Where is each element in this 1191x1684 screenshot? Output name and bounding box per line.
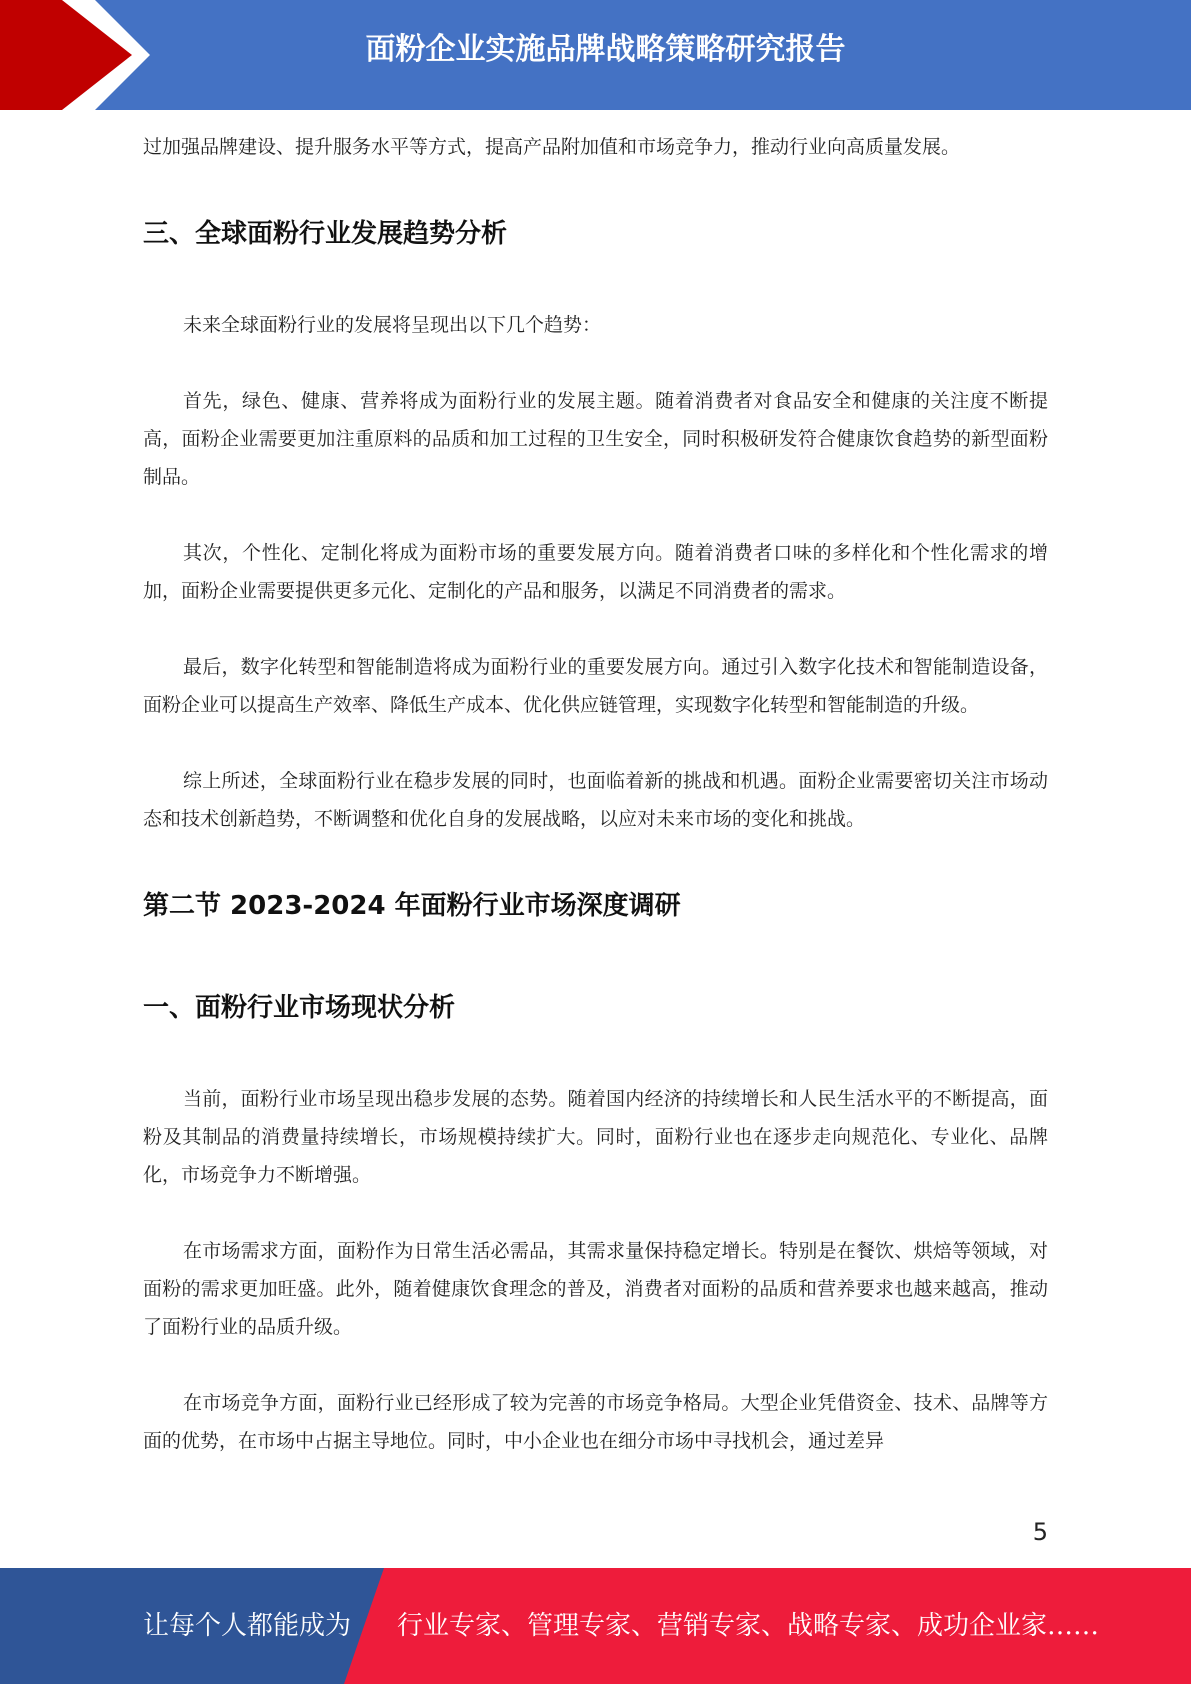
paragraph-current: 当前，面粉行业市场呈现出稳步发展的态势。随着国内经济的持续增长和人民生活水平的不断提高，面粉及其制品的消费量持续增长，市场规模持续扩大。同时，面粉行业也在逐步走向规范化、专业化、品牌化，市场竞争力不断增强。 [143,1088,1048,1186]
heading-section-2: 第二节 2023-2024 年面粉行业市场深度调研 [143,891,681,921]
footer-slogan-right: 行业专家、管理专家、营销专家、战略专家、成功企业家…… [397,1611,1100,1641]
paragraph-first: 首先，绿色、健康、营养将成为面粉行业的发展主题。随着消费者对食品安全和健康的关注度不断提高，面粉企业需要更加注重原料的品质和加工过程的卫生安全，同时积极研发符合健康饮食趋势的新型面粉制品。 [143,390,1048,488]
document-title: 面粉企业实施品牌战略策略研究报告 [365,32,846,67]
header-banner [0,0,1191,110]
footer-banner [0,1568,1191,1684]
heading-market-status: 一、面粉行业市场现状分析 [143,993,456,1023]
paragraph-summary: 综上所述，全球面粉行业在稳步发展的同时，也面临着新的挑战和机遇。面粉企业需要密切关注市场动态和技术创新趋势，不断调整和优化自身的发展战略，以应对未来市场的变化和挑战。 [143,770,1048,830]
paragraph-last: 最后，数字化转型和智能制造将成为面粉行业的重要发展方向。通过引入数字化技术和智能制造设备，面粉企业可以提高生产效率、降低生产成本、优化供应链管理，实现数字化转型和智能制造的升级。 [143,656,1048,716]
heading-global-trends: 三、全球面粉行业发展趋势分析 [143,219,508,249]
paragraph-demand: 在市场需求方面，面粉作为日常生活必需品，其需求量保持稳定增长。特别是在餐饮、烘焙等领域，对面粉的需求更加旺盛。此外，随着健康饮食理念的普及，消费者对面粉的品质和营养要求也越来越高，推动了面粉行业的品质升级。 [143,1240,1048,1338]
page-number: 5 [1032,1518,1048,1546]
paragraph-trend-intro: 未来全球面粉行业的发展将呈现出以下几个趋势： [183,314,602,336]
document-body [143,128,1048,1460]
paragraph-intro: 过加强品牌建设、提升服务水平等方式，提高产品附加值和市场竞争力，推动行业向高质量发展。 [143,136,961,158]
paragraph-competition: 在市场竞争方面，面粉行业已经形成了较为完善的市场竞争格局。大型企业凭借资金、技术、品牌等方面的优势，在市场中占据主导地位。同时，中小企业也在细分市场中寻找机会，通过差异 [143,1392,1048,1452]
footer-slogan-left: 让每个人都能成为 [143,1611,352,1641]
paragraph-second: 其次，个性化、定制化将成为面粉市场的重要发展方向。随着消费者口味的多样化和个性化需求的增加，面粉企业需要提供更多元化、定制化的产品和服务，以满足不同消费者的需求。 [143,542,1048,602]
